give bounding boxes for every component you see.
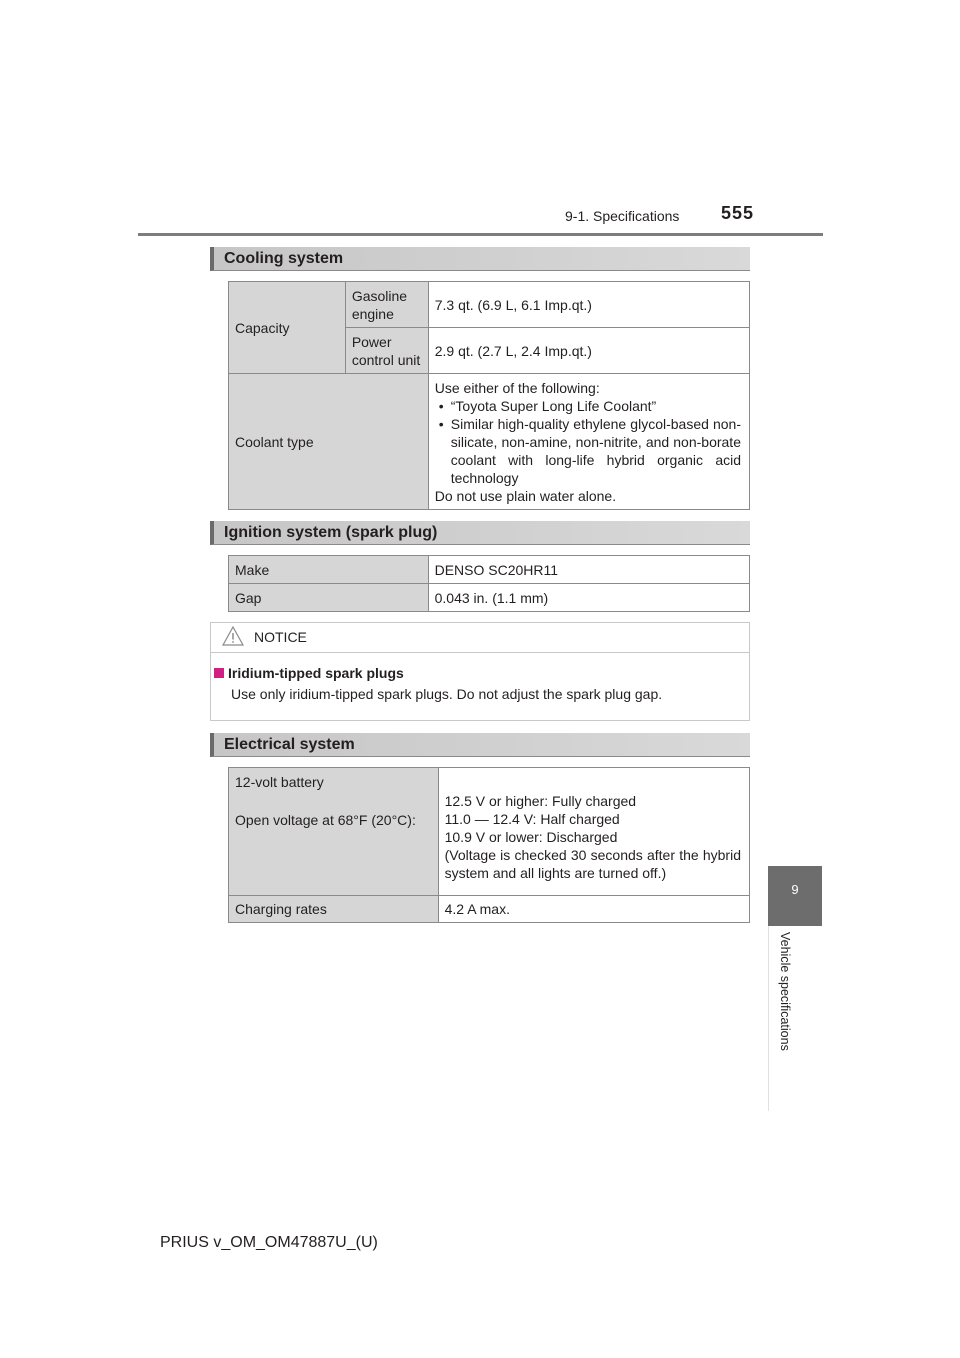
cooling-heading-text: Cooling system — [224, 250, 344, 267]
cooling-heading — [210, 247, 750, 271]
gasoline-engine-label: Gasoline engine — [345, 282, 428, 328]
power-control-unit-value: 2.9 qt. (2.7 L, 2.4 Imp.qt.) — [428, 328, 749, 374]
notice-body: Use only iridium-tipped spark plugs. Do not adjust the spark plug gap. — [231, 686, 663, 702]
section-title: 9-1. Specifications — [565, 208, 680, 224]
warning-triangle-icon — [222, 626, 244, 646]
page-number: 555 — [721, 203, 755, 223]
gap-label: Gap — [229, 584, 429, 612]
bullet-square-icon — [214, 668, 224, 678]
make-label: Make — [229, 556, 429, 584]
voltage-line: 12.5 V or higher: Fully charged — [444, 793, 637, 809]
voltage-label: Open voltage at 68°F (20°C): — [235, 812, 416, 828]
coolant-type-label: Coolant type — [229, 374, 429, 510]
notice-heading: Iridium-tipped spark plugs — [228, 665, 404, 681]
coolant-type-value — [428, 374, 749, 510]
gasoline-engine-value: 7.3 qt. (6.9 L, 6.1 Imp.qt.) — [428, 282, 749, 328]
coolant-intro: Use either of the following: — [434, 379, 600, 396]
electrical-heading-text: Electrical system — [224, 736, 355, 753]
ignition-heading — [210, 521, 750, 545]
capacity-label: Capacity — [229, 282, 346, 374]
footer-model: PRIUS v_OM_OM47887U_(U) — [160, 1234, 378, 1251]
gap-value: 0.043 in. (1.1 mm) — [428, 584, 749, 612]
battery-label: 12-volt battery — [235, 774, 324, 790]
make-value: DENSO SC20HR11 — [428, 556, 749, 584]
voltage-line: 10.9 V or lower: Discharged — [444, 829, 618, 845]
cooling-table — [228, 281, 750, 510]
charging-rates-value: 4.2 A max. — [438, 896, 749, 923]
electrical-heading — [210, 733, 750, 757]
voltage-note: (Voltage is checked 30 seconds after the hybrid system and all lights are turned off.) — [444, 847, 741, 881]
coolant-item: • Similar high-quality ethylene glycol-based non-silicate, non-amine, non-nitrite, and non-borate coolant with long-life hybrid organic acid technology — [435, 415, 741, 487]
power-control-unit-label: Power control unit — [345, 328, 428, 374]
voltage-line: 11.0 — 12.4 V: Half charged — [444, 811, 620, 827]
ignition-table — [228, 555, 750, 612]
coolant-item: • “Toyota Super Long Life Coolant” — [435, 397, 741, 415]
notice-divider — [210, 652, 750, 653]
coolant-list — [435, 397, 741, 487]
notice-title: NOTICE — [254, 629, 307, 645]
battery-label-cell — [229, 768, 439, 896]
header-rule — [138, 233, 823, 236]
chapter-number: 9 — [791, 882, 799, 897]
coolant-outro: Do not use plain water alone. — [434, 487, 617, 504]
ignition-heading-text: Ignition system (spark plug) — [224, 524, 438, 541]
chapter-label: Vehicle specifications — [778, 932, 792, 1051]
electrical-table — [228, 767, 750, 923]
voltage-value — [438, 768, 749, 896]
charging-rates-label: Charging rates — [229, 896, 439, 923]
